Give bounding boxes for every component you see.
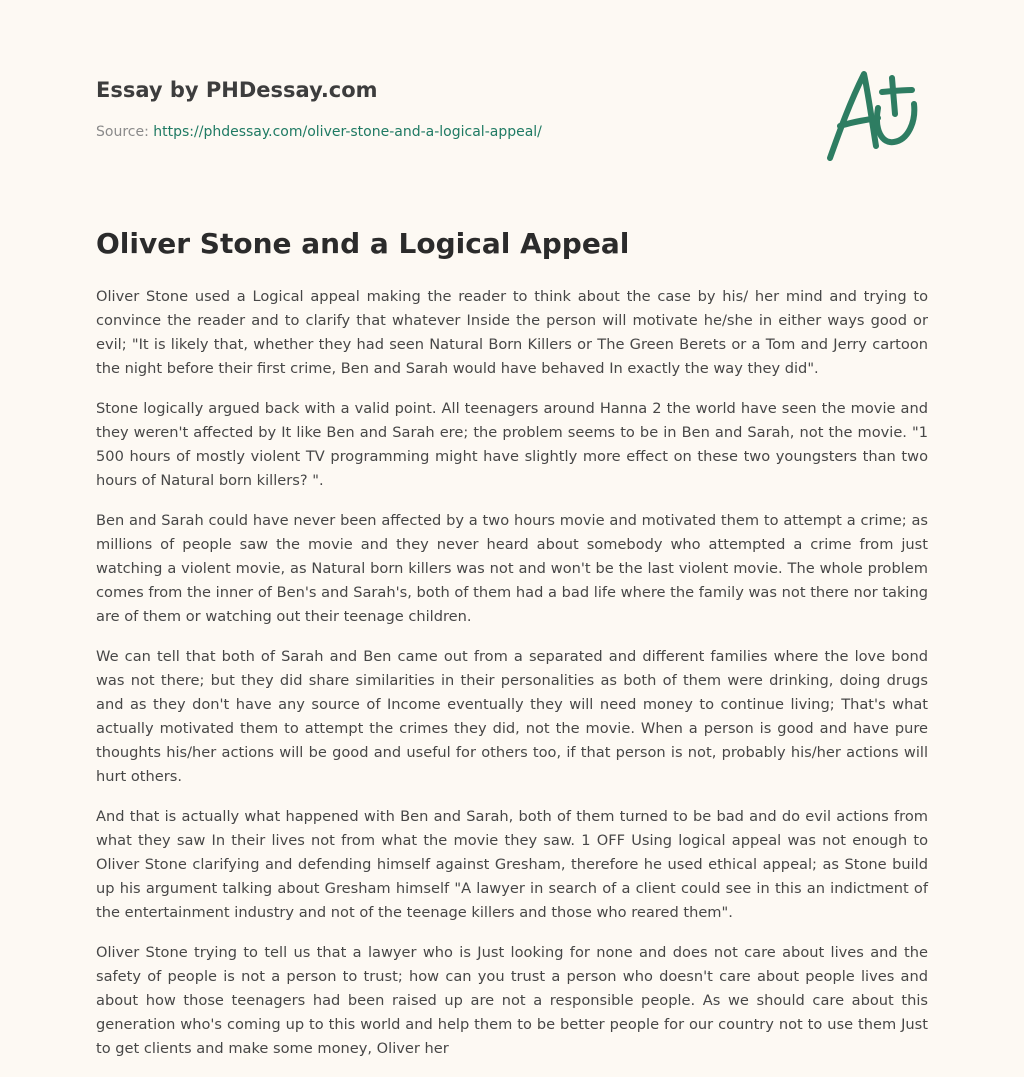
- a-plus-grade-icon: [820, 64, 930, 168]
- essay-paragraph: Oliver Stone used a Logical appeal making the reader to think about the case by his/ her mind and trying to convince the reader and to clarify that whatever Inside the person will motivate he/she in either ways good or evil; "It is likely that, whether they had seen Natural Born Killers or The Green Berets or a Tom and Jerry cartoon the night before their first crime, Ben and Sarah would have behaved In exactly the way they did".: [96, 288, 928, 377]
- essay-paragraph: Oliver Stone trying to tell us that a lawyer who is Just looking for none and does not care about lives and the safety of people is not a person to trust; how can you trust a person who doesn't care about people lives and about how those teenagers had been raised up are not a responsible people. As we should care about this generation who's coming up to this world and help them to be better people for our country not to use them Just to get clients and make some money, Oliver her: [96, 944, 928, 1057]
- source-label: Source:: [96, 124, 154, 140]
- site-title: Essay by PHDessay.com: [96, 78, 378, 102]
- essay-body: [96, 285, 928, 1077]
- source-line: [96, 122, 928, 142]
- essay-paragraph: And that is actually what happened with Ben and Sarah, both of them turned to be bad and do evil actions from what they saw In their lives not from what the movie they saw. 1 OFF Using logical appeal was not enough to Oliver Stone clarifying and defending himself against Gresham, therefore he used ethical appeal; as Stone build up his argument talking about Gresham himself "A lawyer in search of a client could see in this an indictment of the entertainment industry and not of the teenage killers and those who reared them".: [96, 808, 928, 921]
- source-link[interactable]: https://phdessay.com/oliver-stone-and-a-logical-appeal/: [153, 124, 542, 140]
- essay-paragraph: Stone logically argued back with a valid point. All teenagers around Hanna 2 the world have seen the movie and they weren't affected by It like Ben and Sarah ere; the problem seems to be in Ben and Sarah, not the movie. "1 500 hours of mostly violent TV programming might have slightly more effect on these two youngsters than two hours of Natural born killers? ".: [96, 400, 928, 489]
- essay-title: Oliver Stone and a Logical Appeal: [96, 227, 630, 260]
- page-header: [96, 76, 928, 142]
- essay-paragraph: Ben and Sarah could have never been affected by a two hours movie and motivated them to attempt a crime; as millions of people saw the movie and they never heard about somebody who attempted a crime from just watching a violent movie, as Natural born killers was not and won't be the last violent movie. The whole problem comes from the inner of Ben's and Sarah's, both of them had a bad life where the family was not there nor taking are of them or watching out their teenage children.: [96, 512, 928, 625]
- essay-paragraph: We can tell that both of Sarah and Ben came out from a separated and different families where the love bond was not there; but they did share similarities in their personalities as both of them were drinking, doing drugs and as they don't have any source of Income eventually they will need money to continue living; That's what actually motivated them to attempt the crimes they did, not the movie. When a person is good and have pure thoughts his/her actions will be good and useful for others too, if that person is not, probably his/her actions will hurt others.: [96, 648, 928, 785]
